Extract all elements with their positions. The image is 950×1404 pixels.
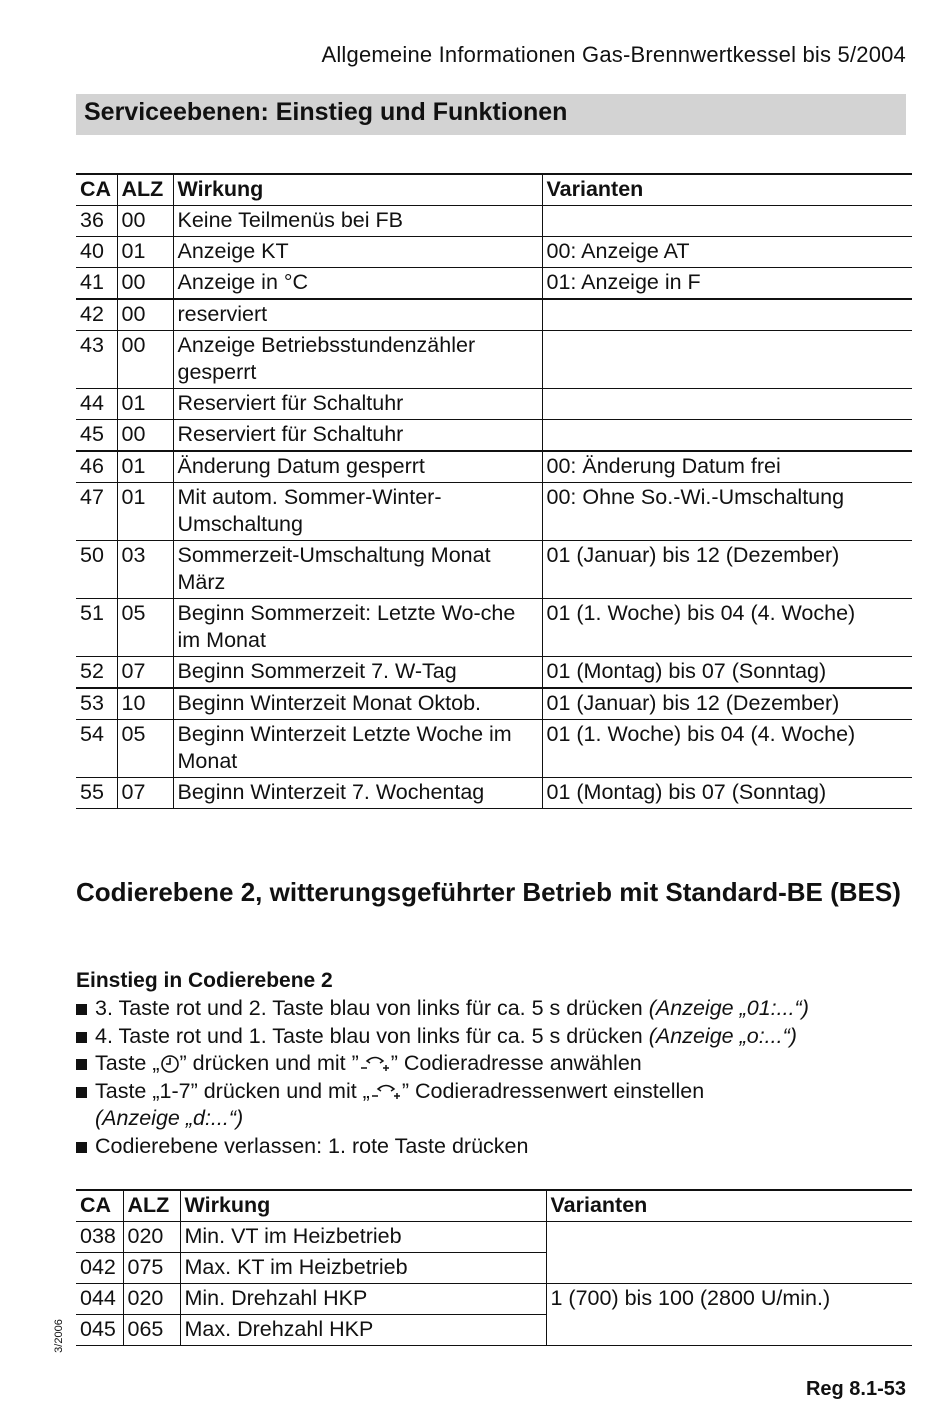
cell-alz: 07 [117, 778, 173, 809]
cell-wirkung: Anzeige KT [173, 237, 542, 268]
print-date-margin [52, 1316, 66, 1356]
cell-wirkung: Beginn Winterzeit 7. Wochentag [173, 778, 542, 809]
table-row [76, 331, 912, 389]
cell-ca: 45 [76, 420, 117, 452]
cell-ca: 42 [76, 299, 117, 331]
cell-wirkung: Beginn Winterzeit Monat Oktob. [173, 688, 542, 720]
cell-alz: 020 [123, 1284, 180, 1315]
cell-varianten: 01 (Januar) bis 12 (Dezember) [542, 541, 912, 599]
cell-wirkung: Mit autom. Sommer-Winter-Umschaltung [173, 483, 542, 541]
step-note: (Anzeige „01:...“) [648, 996, 809, 1020]
cell-ca: 36 [76, 206, 117, 237]
step-text: ” Codieradressenwert einstellen [401, 1078, 705, 1103]
cell-varianten: 00: Ohne So.-Wi.-Umschaltung [542, 483, 912, 541]
cell-alz: 075 [123, 1253, 180, 1284]
cell-alz: 01 [117, 483, 173, 541]
list-item [76, 995, 916, 1023]
col-header-alz: ALZ [123, 1190, 180, 1222]
col-header-wirkung: Wirkung [173, 174, 542, 206]
cell-ca: 55 [76, 778, 117, 809]
cell-wirkung: Änderung Datum gesperrt [173, 451, 542, 483]
cell-alz: 065 [123, 1315, 180, 1346]
cell-ca: 044 [76, 1284, 123, 1315]
service-level-table [76, 173, 912, 809]
cell-varianten: 00: Änderung Datum frei [542, 451, 912, 483]
cell-varianten [542, 299, 912, 331]
cell-ca: 43 [76, 331, 117, 389]
cell-wirkung: Reserviert für Schaltuhr [173, 420, 542, 452]
cell-alz: 01 [117, 451, 173, 483]
print-date: 3/2006 [53, 1319, 65, 1353]
cell-wirkung: Max. KT im Heizbetrieb [180, 1253, 546, 1284]
list-item [76, 1023, 916, 1051]
cell-varianten [542, 389, 912, 420]
table-row [76, 778, 912, 809]
cell-wirkung: Sommerzeit-Umschaltung Monat März [173, 541, 542, 599]
cell-wirkung: Beginn Winterzeit Letzte Woche im Monat [173, 720, 542, 778]
cell-alz: 03 [117, 541, 173, 599]
cell-varianten [542, 420, 912, 452]
col-header-alz: ALZ [117, 174, 173, 206]
cell-varianten: 01 (Montag) bis 07 (Sonntag) [542, 657, 912, 689]
list-item [76, 1050, 916, 1078]
step-text: Codierebene verlassen: 1. rote Taste drücken [95, 1133, 529, 1158]
coding-level-heading: Codierebene 2, witterungsgeführter Betrieb mit Standard-BE (BES) [76, 877, 901, 907]
cell-wirkung: Anzeige in °C [173, 268, 542, 300]
table-row [76, 657, 912, 689]
cell-varianten: 00: Anzeige AT [542, 237, 912, 268]
cell-wirkung: Beginn Sommerzeit: Letzte Wo-che im Monat [173, 599, 542, 657]
table-row [76, 389, 912, 420]
step-text: 3. Taste rot und 2. Taste blau von links für ca. 5 s drücken [95, 996, 649, 1020]
cell-ca: 50 [76, 541, 117, 599]
cell-wirkung: Keine Teilmenüs bei FB [173, 206, 542, 237]
cell-ca: 038 [76, 1222, 123, 1253]
table-row [76, 206, 912, 237]
cell-alz: 01 [117, 237, 173, 268]
step-text: Taste „ [95, 1051, 160, 1075]
step-text: ” Codieradresse anwählen [390, 1051, 642, 1075]
running-header: Allgemeine Informationen Gas-Brennwertkessel bis 5/2004 [321, 42, 906, 67]
coding-address-table [76, 1189, 912, 1346]
col-header-ca: CA [76, 174, 117, 206]
cell-alz: 10 [117, 688, 173, 720]
table-row [76, 237, 912, 268]
instruction-list [76, 995, 916, 1160]
cell-varianten [542, 331, 912, 389]
cell-wirkung: Beginn Sommerzeit 7. W-Tag [173, 657, 542, 689]
table-row [76, 299, 912, 331]
cell-ca: 51 [76, 599, 117, 657]
cell-alz: 00 [117, 268, 173, 300]
cell-alz: 00 [117, 331, 173, 389]
section-title-band [76, 94, 906, 135]
cell-wirkung: Max. Drehzahl HKP [180, 1315, 546, 1346]
cell-ca: 54 [76, 720, 117, 778]
cell-varianten: 01 (1. Woche) bis 04 (4. Woche) [542, 720, 912, 778]
cell-varianten [542, 206, 912, 237]
table-row [76, 688, 912, 720]
cell-ca: 045 [76, 1315, 123, 1346]
table-row [76, 420, 912, 452]
cell-ca: 41 [76, 268, 117, 300]
cell-varianten: 1 (700) bis 100 (2800 U/min.) [546, 1284, 912, 1346]
col-header-varianten: Varianten [546, 1190, 912, 1222]
table-row [76, 1222, 912, 1253]
col-header-wirkung: Wirkung [180, 1190, 546, 1222]
clock-icon [160, 1054, 180, 1074]
cell-alz: 05 [117, 720, 173, 778]
minus-plus-arrow-icon [370, 1082, 402, 1102]
cell-wirkung: Min. Drehzahl HKP [180, 1284, 546, 1315]
cell-wirkung: Reserviert für Schaltuhr [173, 389, 542, 420]
cell-varianten: 01 (1. Woche) bis 04 (4. Woche) [542, 599, 912, 657]
col-header-varianten: Varianten [542, 174, 912, 206]
table-row [76, 541, 912, 599]
cell-alz: 00 [117, 299, 173, 331]
table-row [76, 268, 912, 300]
table-header-row [76, 174, 912, 206]
cell-ca: 44 [76, 389, 117, 420]
cell-varianten: 01: Anzeige in F [542, 268, 912, 300]
cell-wirkung: reserviert [173, 299, 542, 331]
cell-varianten: 01 (Montag) bis 07 (Sonntag) [542, 778, 912, 809]
section-title: Serviceebenen: Einstieg und Funktionen [84, 98, 568, 126]
table-row [76, 483, 912, 541]
table-row [76, 720, 912, 778]
cell-ca: 52 [76, 657, 117, 689]
cell-alz: 00 [117, 420, 173, 452]
table-row [76, 1284, 912, 1315]
cell-alz: 020 [123, 1222, 180, 1253]
cell-alz: 00 [117, 206, 173, 237]
cell-varianten [546, 1222, 912, 1284]
minus-plus-arrow-icon [359, 1054, 391, 1074]
step-text: ” drücken und mit ” [179, 1051, 359, 1075]
cell-wirkung: Min. VT im Heizbetrieb [180, 1222, 546, 1253]
table-row [76, 599, 912, 657]
table-header-row [76, 1190, 912, 1222]
cell-ca: 53 [76, 688, 117, 720]
cell-alz: 01 [117, 389, 173, 420]
list-item [76, 1078, 916, 1133]
list-item [76, 1133, 916, 1161]
cell-varianten: 01 (Januar) bis 12 (Dezember) [542, 688, 912, 720]
step-note: (Anzeige „d:...“) [95, 1106, 244, 1130]
col-header-ca: CA [76, 1190, 123, 1222]
cell-ca: 47 [76, 483, 117, 541]
table-row [76, 451, 912, 483]
cell-ca: 46 [76, 451, 117, 483]
cell-wirkung: Anzeige Betriebsstundenzähler gesperrt [173, 331, 542, 389]
coding-level-subheading: Einstieg in Codierebene 2 [76, 969, 333, 992]
cell-ca: 042 [76, 1253, 123, 1284]
cell-ca: 40 [76, 237, 117, 268]
step-note: (Anzeige „o:...“) [648, 1023, 797, 1048]
cell-alz: 07 [117, 657, 173, 689]
step-text: 4. Taste rot und 1. Taste blau von links für ca. 5 s drücken [95, 1023, 649, 1048]
cell-alz: 05 [117, 599, 173, 657]
page-number: Reg 8.1-53 [805, 1378, 906, 1400]
step-text: Taste „1-7” drücken und mit „ [95, 1078, 370, 1103]
